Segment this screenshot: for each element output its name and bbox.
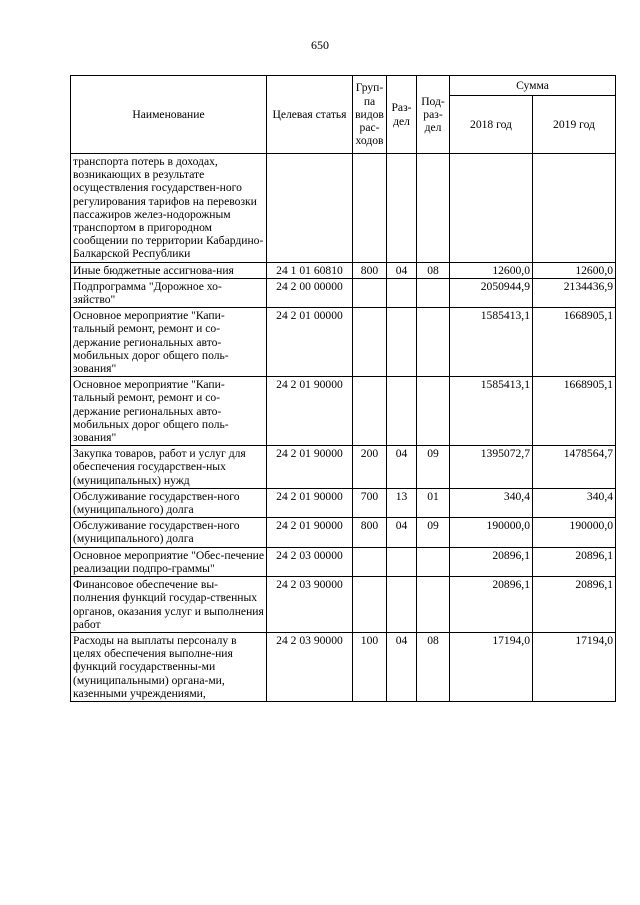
cell-target-article: 24 2 03 00000 bbox=[267, 547, 353, 576]
cell-expense-group: 200 bbox=[353, 446, 387, 489]
table-row bbox=[71, 446, 616, 489]
cell-name: Иные бюджетные ассигнова-ния bbox=[71, 262, 267, 278]
cell-2019: 12600,0 bbox=[533, 262, 616, 278]
header-target-article: Целевая статья bbox=[267, 76, 353, 154]
cell-2018: 1585413,1 bbox=[450, 377, 533, 446]
table-row bbox=[71, 377, 616, 446]
header-year-2018: 2018 год bbox=[450, 96, 533, 154]
cell-name: Основное мероприятие "Капи-тальный ремонт, ремонт и со-держание региональных авто-мобильных дорог общего поль-зования" bbox=[71, 377, 267, 446]
cell-expense-group bbox=[353, 377, 387, 446]
cell-section: 04 bbox=[387, 446, 417, 489]
table-row bbox=[71, 577, 616, 633]
cell-section: 04 bbox=[387, 518, 417, 547]
cell-2019: 17194,0 bbox=[533, 632, 616, 701]
table-row bbox=[71, 154, 616, 263]
header-year-2019: 2019 год bbox=[533, 96, 616, 154]
cell-subsection: 01 bbox=[417, 488, 450, 517]
header-sum: Сумма bbox=[450, 76, 616, 96]
cell-2018: 17194,0 bbox=[450, 632, 533, 701]
cell-2019: 1668905,1 bbox=[533, 308, 616, 377]
cell-subsection bbox=[417, 377, 450, 446]
cell-2019: 1478564,7 bbox=[533, 446, 616, 489]
cell-target-article: 24 2 01 00000 bbox=[267, 308, 353, 377]
cell-2018: 12600,0 bbox=[450, 262, 533, 278]
table-row bbox=[71, 632, 616, 701]
cell-2019: 20896,1 bbox=[533, 577, 616, 633]
cell-section bbox=[387, 547, 417, 576]
cell-2018: 1585413,1 bbox=[450, 308, 533, 377]
cell-subsection bbox=[417, 308, 450, 377]
cell-2018: 2050944,9 bbox=[450, 278, 533, 307]
cell-subsection bbox=[417, 577, 450, 633]
cell-2018: 20896,1 bbox=[450, 577, 533, 633]
table-row bbox=[71, 262, 616, 278]
cell-2019: 340,4 bbox=[533, 488, 616, 517]
table-row bbox=[71, 308, 616, 377]
cell-section bbox=[387, 577, 417, 633]
table-row bbox=[71, 547, 616, 576]
page-number: 650 bbox=[311, 38, 329, 52]
cell-name: транспорта потерь в доходах, возникающих в результате осуществления государствен-ного регулирования тарифов на перевозки пассажиров желез-нодорожным транспортом в пригородном сообщении по территории Кабардино-Балкарской Республики bbox=[71, 154, 267, 263]
cell-name: Основное мероприятие "Обес-печение реализации подпро-граммы" bbox=[71, 547, 267, 576]
cell-name: Закупка товаров, работ и услуг для обеспечения государствен-ных (муниципальных) нужд bbox=[71, 446, 267, 489]
cell-target-article: 24 2 00 00000 bbox=[267, 278, 353, 307]
cell-name: Обслуживание государствен-ного (муниципального) долга bbox=[71, 518, 267, 547]
cell-2018: 190000,0 bbox=[450, 518, 533, 547]
cell-expense-group bbox=[353, 278, 387, 307]
cell-expense-group: 100 bbox=[353, 632, 387, 701]
cell-2019: 20896,1 bbox=[533, 547, 616, 576]
cell-expense-group bbox=[353, 547, 387, 576]
cell-expense-group bbox=[353, 308, 387, 377]
cell-section bbox=[387, 278, 417, 307]
cell-target-article: 24 2 03 90000 bbox=[267, 577, 353, 633]
cell-target-article: 24 2 01 90000 bbox=[267, 446, 353, 489]
cell-expense-group bbox=[353, 577, 387, 633]
table-body bbox=[71, 154, 616, 702]
cell-section: 04 bbox=[387, 262, 417, 278]
cell-name: Расходы на выплаты персоналу в целях обеспечения выполне-ния функций государственны-ми (муниципальными) органа-ми, казенными учреждениями, bbox=[71, 632, 267, 701]
cell-name: Подпрограмма "Дорожное хо-зяйство" bbox=[71, 278, 267, 307]
cell-section bbox=[387, 308, 417, 377]
cell-2019: 190000,0 bbox=[533, 518, 616, 547]
table-row bbox=[71, 488, 616, 517]
cell-target-article: 24 2 01 90000 bbox=[267, 518, 353, 547]
cell-target-article: 24 2 03 90000 bbox=[267, 632, 353, 701]
cell-2018: 20896,1 bbox=[450, 547, 533, 576]
cell-expense-group: 800 bbox=[353, 518, 387, 547]
cell-2018: 340,4 bbox=[450, 488, 533, 517]
cell-name: Финансовое обеспечение вы-полнения функций государ-ственных органов, оказания услуг и выполнения работ bbox=[71, 577, 267, 633]
cell-2019: 1668905,1 bbox=[533, 377, 616, 446]
table-row bbox=[71, 518, 616, 547]
cell-2019 bbox=[533, 154, 616, 263]
cell-target-article bbox=[267, 154, 353, 263]
cell-subsection: 08 bbox=[417, 632, 450, 701]
header-section: Раз-дел bbox=[387, 76, 417, 154]
cell-expense-group: 800 bbox=[353, 262, 387, 278]
cell-subsection bbox=[417, 278, 450, 307]
cell-name: Обслуживание государствен-ного (муниципального) долга bbox=[71, 488, 267, 517]
cell-2018 bbox=[450, 154, 533, 263]
cell-subsection: 09 bbox=[417, 446, 450, 489]
cell-subsection: 09 bbox=[417, 518, 450, 547]
cell-subsection: 08 bbox=[417, 262, 450, 278]
header-subsection: Под-раз-дел bbox=[417, 76, 450, 154]
cell-expense-group: 700 bbox=[353, 488, 387, 517]
cell-2019: 2134436,9 bbox=[533, 278, 616, 307]
table-row bbox=[71, 278, 616, 307]
cell-subsection bbox=[417, 547, 450, 576]
cell-section bbox=[387, 154, 417, 263]
cell-section bbox=[387, 377, 417, 446]
cell-target-article: 24 1 01 60810 bbox=[267, 262, 353, 278]
cell-expense-group bbox=[353, 154, 387, 263]
cell-section: 13 bbox=[387, 488, 417, 517]
header-expense-group: Груп-па видов рас-ходов bbox=[353, 76, 387, 154]
budget-table bbox=[70, 75, 616, 702]
cell-name: Основное мероприятие "Капи-тальный ремонт, ремонт и со-держание региональных авто-мобильных дорог общего поль-зования" bbox=[71, 308, 267, 377]
cell-target-article: 24 2 01 90000 bbox=[267, 377, 353, 446]
cell-target-article: 24 2 01 90000 bbox=[267, 488, 353, 517]
cell-2018: 1395072,7 bbox=[450, 446, 533, 489]
header-name: Наименование bbox=[71, 76, 267, 154]
cell-subsection bbox=[417, 154, 450, 263]
cell-section: 04 bbox=[387, 632, 417, 701]
